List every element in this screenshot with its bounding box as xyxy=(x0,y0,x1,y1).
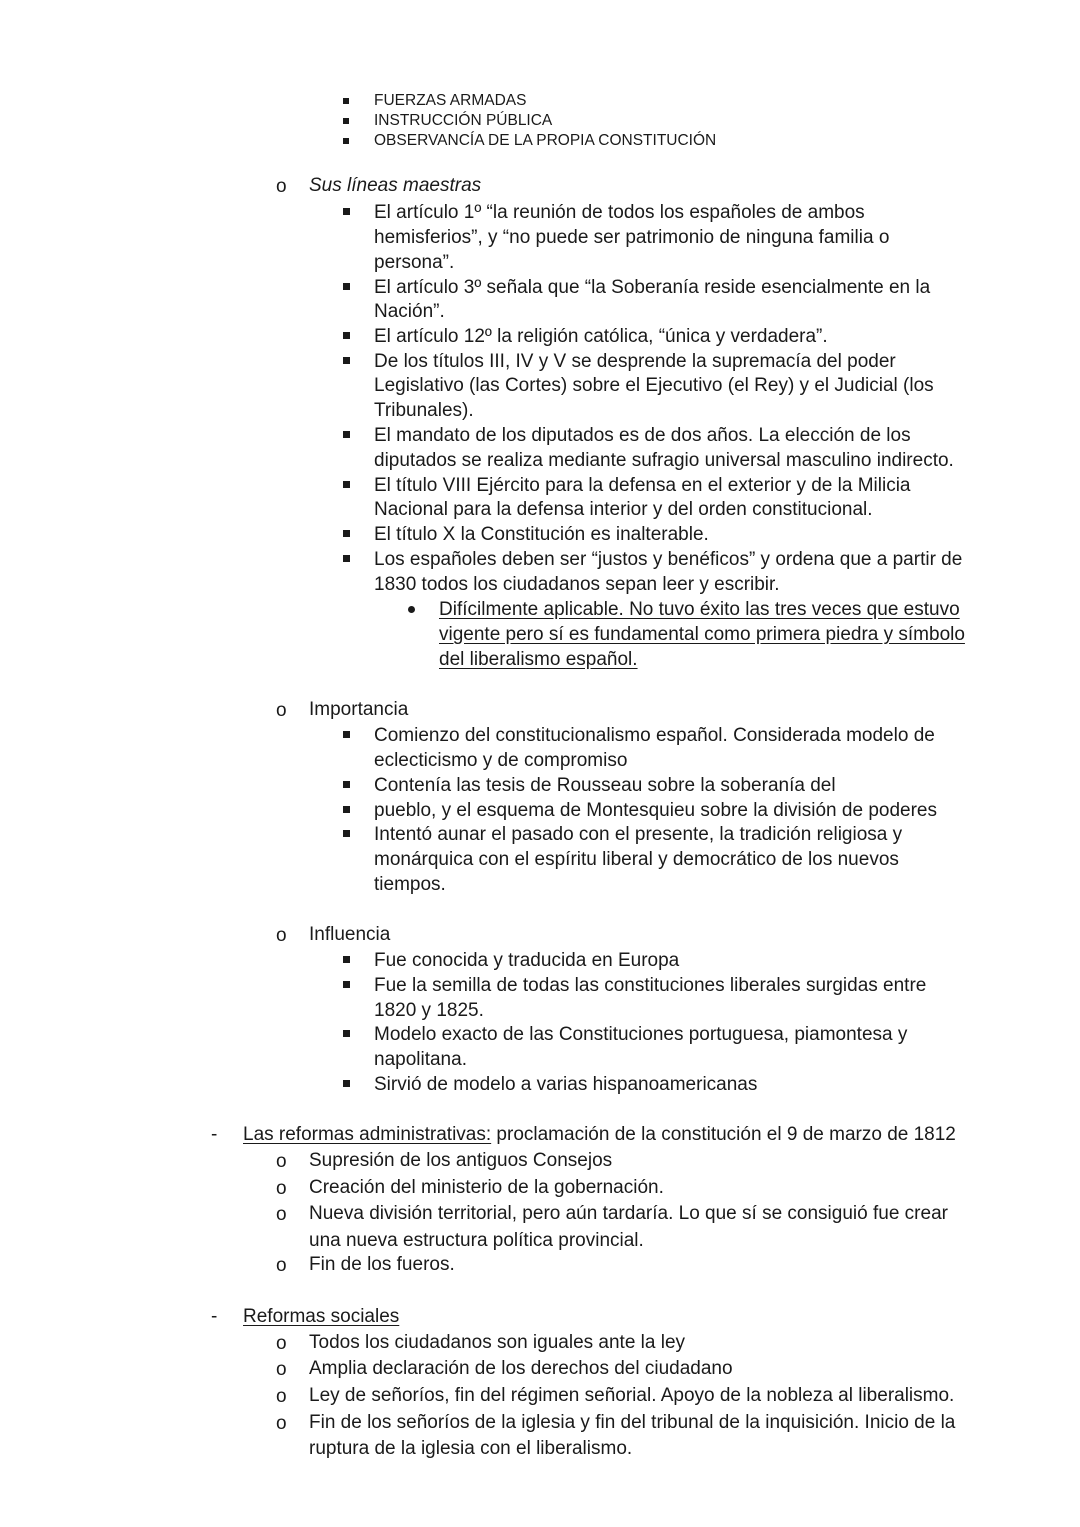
list-item: diputados se realiza mediante sufragio universal masculino indirecto. xyxy=(374,450,954,471)
list-item: tiempos. xyxy=(374,874,446,895)
top-list-item: OBSERVANCÍA DE LA PROPIA CONSTITUCIÓN xyxy=(374,132,717,149)
list-item: una nueva estructura política provincial. xyxy=(309,1230,644,1251)
circle-bullet-icon: o xyxy=(276,176,287,197)
bullet-square-icon xyxy=(343,357,350,364)
list-item: El título VIII Ejército para la defensa en el exterior y de la Milicia xyxy=(374,475,911,496)
circle-bullet-icon: o xyxy=(276,1333,287,1354)
list-item: Comienzo del constitucionalismo español. Considerada modelo de xyxy=(374,725,935,746)
list-item: Creación del ministerio de la gobernación. xyxy=(309,1177,664,1198)
circle-bullet-icon: o xyxy=(276,1255,287,1276)
circle-bullet-icon: o xyxy=(276,1178,287,1199)
circle-bullet-icon: o xyxy=(276,1359,287,1380)
top-list-item: INSTRUCCIÓN PÚBLICA xyxy=(374,112,553,129)
section-heading-sociales: Reformas sociales xyxy=(243,1306,400,1327)
section-heading-lineas: Sus líneas maestras xyxy=(309,175,482,196)
list-item: pueblo, y el esquema de Montesquieu sobre la división de poderes xyxy=(374,800,937,821)
bullet-square-icon xyxy=(343,481,350,488)
top-list-item: FUERZAS ARMADAS xyxy=(374,92,527,109)
list-item: De los títulos III, IV y V se desprende la supremacía del poder xyxy=(374,351,896,372)
list-item: Contenía las tesis de Rousseau sobre la soberanía del xyxy=(374,775,836,796)
bullet-dot-icon xyxy=(408,606,415,613)
note-line: Difícilmente aplicable. No tuvo éxito las tres veces que estuvo xyxy=(439,599,960,620)
list-item: El artículo 12º la religión católica, “única y verdadera”. xyxy=(374,326,828,347)
bullet-square-icon xyxy=(343,1080,350,1087)
bullet-square-icon xyxy=(343,283,350,290)
dash-bullet-icon: - xyxy=(211,1124,218,1145)
list-item: Ley de señoríos, fin del régimen señorial. Apoyo de la nobleza al liberalismo. xyxy=(309,1385,955,1406)
list-item: El artículo 3º señala que “la Soberanía reside esencialmente en la xyxy=(374,277,931,298)
list-item: Sirvió de modelo a varias hispanoamericanas xyxy=(374,1074,758,1095)
circle-bullet-icon: o xyxy=(276,1386,287,1407)
bullet-square-icon xyxy=(343,1030,350,1037)
section-heading-influencia: Influencia xyxy=(309,924,391,945)
list-item: persona”. xyxy=(374,252,455,273)
list-item: Amplia declaración de los derechos del ciudadano xyxy=(309,1358,733,1379)
section-heading-administrativas xyxy=(243,1122,956,1147)
bullet-square-icon xyxy=(343,530,350,537)
section-heading-importancia: Importancia xyxy=(309,699,409,720)
bullet-square-icon xyxy=(343,332,350,339)
bullet-square-icon xyxy=(343,431,350,438)
bullet-square-icon xyxy=(343,981,350,988)
circle-bullet-icon: o xyxy=(276,1151,287,1172)
circle-bullet-icon: o xyxy=(276,1413,287,1434)
list-item: Intentó aunar el pasado con el presente, la tradición religiosa y xyxy=(374,824,903,845)
list-item: Legislativo (las Cortes) sobre el Ejecutivo (el Rey) y el Judicial (los xyxy=(374,375,934,396)
section-title-underlined: Las reformas administrativas: xyxy=(243,1124,492,1145)
list-item: Nación”. xyxy=(374,301,445,322)
bullet-square-icon xyxy=(343,98,349,104)
list-item: El mandato de los diputados es de dos años. La elección de los xyxy=(374,425,911,446)
list-item: Todos los ciudadanos son iguales ante la ley xyxy=(309,1332,686,1353)
list-item: Nacional para la defensa interior y del orden constitucional. xyxy=(374,499,873,520)
list-item: Supresión de los antiguos Consejos xyxy=(309,1150,613,1171)
bullet-square-icon xyxy=(343,956,350,963)
list-item: Nueva división territorial, pero aún tardaría. Lo que sí se consiguió fue crear xyxy=(309,1203,948,1224)
list-item: El título X la Constitución es inalterable. xyxy=(374,524,709,545)
list-item: eclecticismo y de compromiso xyxy=(374,750,628,771)
list-item: Fin de los señoríos de la iglesia y fin del tribunal de la inquisición. Inicio de la xyxy=(309,1412,956,1433)
bullet-square-icon xyxy=(343,806,350,813)
circle-bullet-icon: o xyxy=(276,1204,287,1225)
note-line: vigente pero sí es fundamental como primera piedra y símbolo xyxy=(439,624,965,645)
list-item: Tribunales). xyxy=(374,400,474,421)
bullet-square-icon xyxy=(343,830,350,837)
bullet-square-icon xyxy=(343,138,349,144)
list-item: monárquica con el espíritu liberal y democrático de los nuevos xyxy=(374,849,899,870)
circle-bullet-icon: o xyxy=(276,925,287,946)
bullet-square-icon xyxy=(343,555,350,562)
bullet-square-icon xyxy=(343,118,349,124)
list-item: hemisferios”, y “no puede ser patrimonio de ninguna familia o xyxy=(374,227,890,248)
bullet-square-icon xyxy=(343,781,350,788)
list-item: ruptura de la iglesia con el liberalismo. xyxy=(309,1438,633,1459)
list-item: napolitana. xyxy=(374,1049,467,1070)
dash-bullet-icon: - xyxy=(211,1306,218,1327)
list-item: Los españoles deben ser “justos y benéficos” y ordena que a partir de xyxy=(374,549,963,570)
list-item: Fin de los fueros. xyxy=(309,1254,455,1275)
list-item: 1820 y 1825. xyxy=(374,1000,484,1021)
list-item: Fue conocida y traducida en Europa xyxy=(374,950,680,971)
list-item: El artículo 1º “la reunión de todos los españoles de ambos xyxy=(374,202,865,223)
list-item: Fue la semilla de todas las constituciones liberales surgidas entre xyxy=(374,975,927,996)
bullet-square-icon xyxy=(343,731,350,738)
bullet-square-icon xyxy=(343,208,350,215)
note-line: del liberalismo español. xyxy=(439,649,638,670)
circle-bullet-icon: o xyxy=(276,700,287,721)
list-item: 1830 todos los ciudadanos sepan leer y escribir. xyxy=(374,574,780,595)
section-title-rest: proclamación de la constitución el 9 de marzo de 1812 xyxy=(491,1124,956,1145)
list-item: Modelo exacto de las Constituciones portuguesa, piamontesa y xyxy=(374,1024,908,1045)
